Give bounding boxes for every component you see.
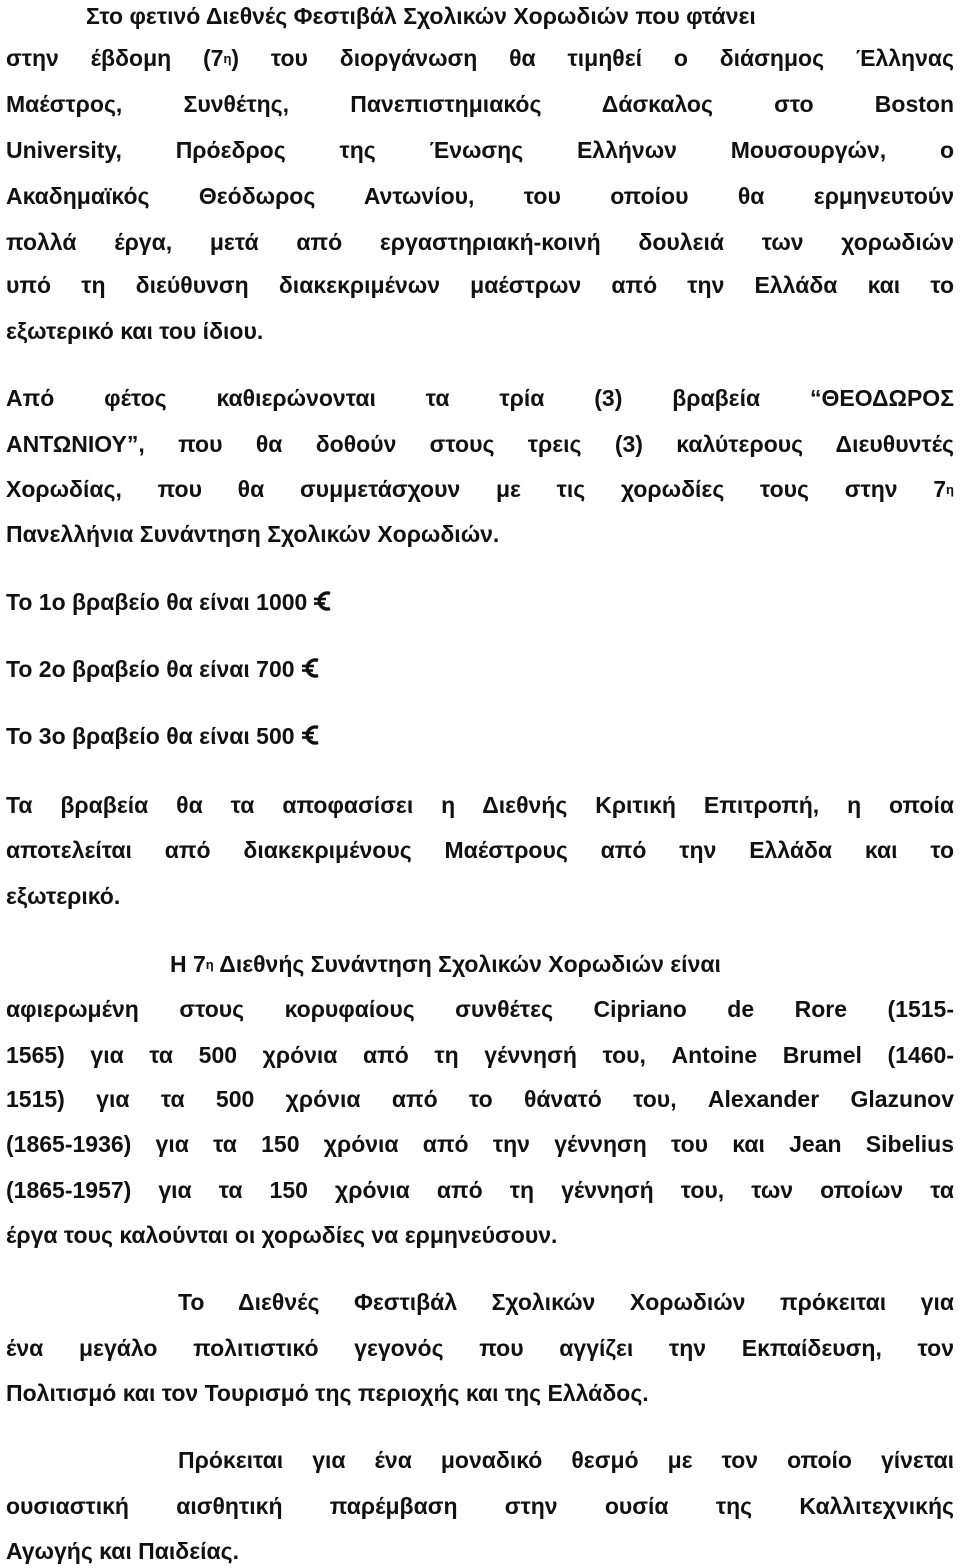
text-line: Αγωγής και Παιδείας. bbox=[6, 1538, 240, 1564]
text-line: έργα τους καλούνται οι χορωδίες να ερμηνεύσουν. bbox=[6, 1222, 558, 1248]
text-line: Από φέτος καθιερώνονται τα τρία (3) βραβεία “ΘΕΟΔΩΡΟΣ bbox=[6, 385, 954, 411]
text-line: εξωτερικό. bbox=[6, 883, 121, 909]
text-line: ένα μεγάλο πολιτιστικό γεγονός που αγγίζει την Εκπαίδευση, τον bbox=[6, 1335, 954, 1361]
text-line: υπό τη διεύθυνση διακεκριμένων μαέστρων από την Ελλάδα και το bbox=[6, 272, 954, 298]
prize-item: Το 2ο βραβείο θα είναι 700 bbox=[6, 654, 323, 684]
superscript: η bbox=[223, 51, 232, 66]
text-line: Μαέστρος, Συνθέτης, Πανεπιστημιακός Δάσκαλος στο Boston bbox=[6, 91, 954, 117]
text-line: Πανελλήνια Συνάντηση Σχολικών Χορωδιών. bbox=[6, 521, 500, 547]
text-line: 1515) για τα 500 χρόνια από το θάνατό του, Alexander Glazunov bbox=[6, 1086, 954, 1112]
text-line: (1865-1957) για τα 150 χρόνια από τη γέννησή του, των οποίων τα bbox=[6, 1177, 954, 1203]
text-line: Πολιτισμό και τον Τουρισμό της περιοχής και της Ελλάδος. bbox=[6, 1380, 649, 1406]
text-line: Η $7^\eta$ Διεθνής Συνάντηση Σχολικών Χορωδιών είναι bbox=[170, 951, 721, 977]
text-line: Χορωδίας, που θα συμμετάσχουν με τις χορωδίες τους στην $7^\eta$ bbox=[6, 476, 954, 502]
text-line: ουσιαστική αισθητική παρέμβαση στην ουσία της Καλλιτεχνικής bbox=[6, 1493, 954, 1519]
text-line: εξωτερικό και του ίδιου. bbox=[6, 318, 264, 344]
text-line: (1865-1936) για τα 150 χρόνια από την γέννηση του και Jean Sibelius bbox=[6, 1131, 954, 1157]
superscript: η bbox=[205, 957, 214, 972]
text-line: ΑΝΤΩΝΙΟΥ”, που θα δοθούν στους τρεις (3) καλύτερους Διευθυντές bbox=[6, 431, 954, 457]
prize-item: Το 1ο βραβείο θα είναι 1000 bbox=[6, 587, 335, 617]
text-line: Τα βραβεία θα τα αποφασίσει η Διεθνής Κριτική Επιτροπή, η οποία bbox=[6, 792, 954, 818]
superscript: η bbox=[946, 482, 954, 497]
euro-icon bbox=[301, 656, 323, 680]
prize-item: Το 3ο βραβείο θα είναι 500 bbox=[6, 721, 323, 751]
text-line: 1565) για τα 500 χρόνια από τη γέννησή του, Antoine Brumel (1460- bbox=[6, 1042, 954, 1068]
text-line: Ακαδημαϊκός Θεόδωρος Αντωνίου, του οποίου θα ερμηνευτούν bbox=[6, 183, 954, 209]
euro-icon bbox=[301, 723, 323, 747]
text-line: Στο φετινό Διεθνές Φεστιβάλ Σχολικών Χορωδιών που φτάνει bbox=[86, 3, 756, 29]
text-line: πολλά έργα, μετά από εργαστηριακή-κοινή δουλειά των χορωδιών bbox=[6, 229, 954, 255]
euro-icon bbox=[313, 589, 335, 613]
text-line: αποτελείται από διακεκριμένους Μαέστρους από την Ελλάδα και το bbox=[6, 837, 954, 863]
text-line: αφιερωμένη στους κορυφαίους συνθέτες Cipriano de Rore (1515- bbox=[6, 996, 954, 1022]
text-line: Το Διεθνές Φεστιβάλ Σχολικών Χορωδιών πρόκειται για bbox=[178, 1289, 954, 1315]
text-line: στην έβδομη $(7^\eta)$ του διοργάνωση θα τιμηθεί ο διάσημος Έλληνας bbox=[6, 45, 954, 71]
text-line: Πρόκειται για ένα μοναδικό θεσμό με τον οποίο γίνεται bbox=[178, 1447, 954, 1473]
text-line: University, Πρόεδρος της Ένωσης Ελλήνων Μουσουργών, ο bbox=[6, 137, 954, 163]
